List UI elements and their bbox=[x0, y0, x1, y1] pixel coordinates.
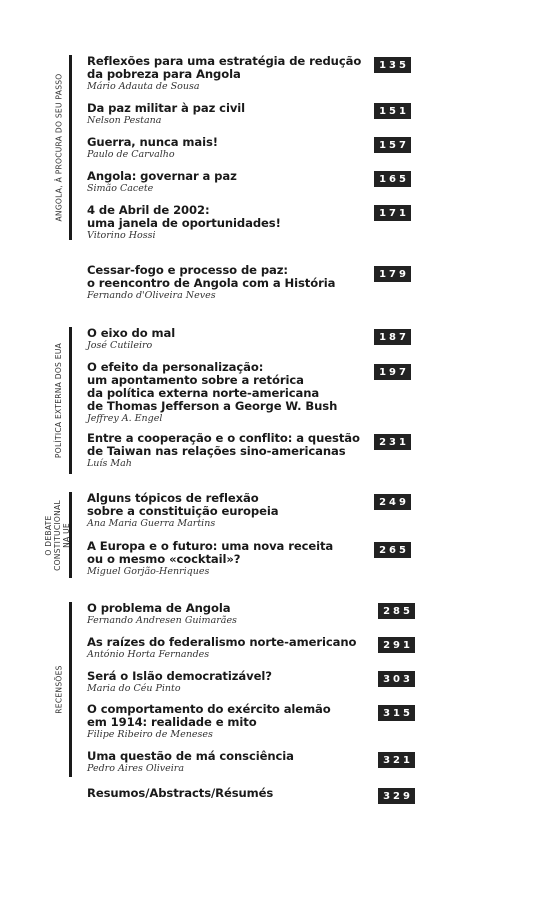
page-number-badge[interactable]: 285 bbox=[378, 603, 415, 619]
page-number-badge[interactable]: 179 bbox=[374, 266, 411, 282]
toc-entry[interactable] bbox=[87, 492, 362, 530]
entry-title: O comportamento do exército alemão em 1914: realidade e mito bbox=[87, 702, 331, 729]
section-bar-recensoes bbox=[69, 602, 72, 777]
section-label-eua: POLÍTICA EXTERNA DOS EUA bbox=[54, 342, 64, 459]
entry-title: Entre a cooperação e o conflito: a questão de Taiwan nas relações sino-americanas bbox=[87, 431, 360, 458]
entry-title: Resumos/Abstracts/Résumés bbox=[87, 786, 274, 800]
entry-author: Ana Maria Guerra Martins bbox=[87, 518, 216, 529]
toc-entry[interactable] bbox=[87, 361, 362, 425]
section-bar-eua bbox=[69, 327, 72, 474]
page-number-badge[interactable]: 265 bbox=[374, 542, 411, 558]
page-number-badge[interactable]: 303 bbox=[378, 671, 415, 687]
entry-author: Nelson Pestana bbox=[87, 115, 162, 126]
toc-entry[interactable] bbox=[87, 602, 362, 627]
toc-entry[interactable] bbox=[87, 204, 362, 242]
toc-entry[interactable] bbox=[87, 55, 362, 93]
entry-title: As raízes do federalismo norte-americano bbox=[87, 635, 357, 649]
toc-entry[interactable] bbox=[87, 102, 362, 127]
entry-author: Mário Adauta de Sousa bbox=[87, 81, 200, 92]
page-number-badge[interactable]: 321 bbox=[378, 752, 415, 768]
toc-entry[interactable] bbox=[87, 636, 362, 661]
toc-entry[interactable] bbox=[87, 540, 362, 578]
entry-title: 4 de Abril de 2002: uma janela de oportunidades! bbox=[87, 203, 281, 230]
entry-author: José Cutileiro bbox=[87, 340, 153, 351]
toc-entry[interactable] bbox=[87, 703, 362, 741]
toc-entry[interactable] bbox=[87, 432, 362, 470]
section-label-ue: O DEBATE CONSTITUCIONAL NA UE bbox=[43, 499, 71, 571]
entry-title: O efeito da personalização: um apontamento sobre a retórica da política externa norte-americana de Thomas Jefferson a George W. Bush bbox=[87, 360, 338, 413]
entry-title: O problema de Angola bbox=[87, 601, 231, 615]
page-number-badge[interactable]: 329 bbox=[378, 788, 415, 804]
page-number-badge[interactable]: 157 bbox=[374, 137, 411, 153]
entry-title: Da paz militar à paz civil bbox=[87, 101, 246, 115]
page-number-badge[interactable]: 165 bbox=[374, 171, 411, 187]
entry-author: Pedro Aires Oliveira bbox=[87, 763, 185, 774]
entry-title: Será o Islão democratizável? bbox=[87, 669, 272, 683]
page-number-badge[interactable]: 315 bbox=[378, 705, 415, 721]
entry-title: Angola: governar a paz bbox=[87, 169, 237, 183]
entry-author: Fernando Andresen Guimarães bbox=[87, 615, 237, 626]
entry-title: Guerra, nunca mais! bbox=[87, 135, 218, 149]
entry-title: Uma questão de má consciência bbox=[87, 749, 294, 763]
entry-author: Simão Cacete bbox=[87, 183, 154, 194]
entry-author: Maria do Céu Pinto bbox=[87, 683, 181, 694]
page-number-badge[interactable]: 151 bbox=[374, 103, 411, 119]
page-number-badge[interactable]: 187 bbox=[374, 329, 411, 345]
entry-title: Cessar-fogo e processo de paz: o reencontro de Angola com a História bbox=[87, 263, 336, 290]
toc-entry[interactable] bbox=[87, 750, 362, 775]
toc-entry[interactable] bbox=[87, 136, 362, 161]
page-number-badge[interactable]: 231 bbox=[374, 434, 411, 450]
section-bar-angola bbox=[69, 55, 72, 240]
toc-entry[interactable] bbox=[87, 787, 362, 800]
page-number-badge[interactable]: 197 bbox=[374, 364, 411, 380]
entry-author: Paulo de Carvalho bbox=[87, 149, 175, 160]
entry-author: António Horta Fernandes bbox=[87, 649, 210, 660]
entry-author: Filipe Ribeiro de Meneses bbox=[87, 729, 213, 740]
page-number-badge[interactable]: 291 bbox=[378, 637, 415, 653]
section-label-angola: ANGOLA, À PROCURA DO SEU PASSO bbox=[54, 73, 64, 222]
toc-entry[interactable] bbox=[87, 264, 362, 302]
section-label-recensoes: RECENSÕES bbox=[54, 665, 64, 714]
entry-author: Luís Mah bbox=[87, 458, 132, 469]
entry-title: O eixo do mal bbox=[87, 326, 176, 340]
entry-author: Vitorino Hossi bbox=[87, 230, 156, 241]
entry-title: Alguns tópicos de reflexão sobre a constituição europeia bbox=[87, 491, 279, 518]
page-number-badge[interactable]: 249 bbox=[374, 494, 411, 510]
entry-author: Miguel Gorjão-Henriques bbox=[87, 566, 210, 577]
entry-title: A Europa e o futuro: uma nova receita ou o mesmo «cocktail»? bbox=[87, 539, 334, 566]
entry-author: Jeffrey A. Engel bbox=[87, 413, 163, 424]
page-number-badge[interactable]: 135 bbox=[374, 57, 411, 73]
toc-entry[interactable] bbox=[87, 170, 362, 195]
page-number-badge[interactable]: 171 bbox=[374, 205, 411, 221]
entry-author: Fernando d'Oliveira Neves bbox=[87, 290, 216, 301]
toc-entry[interactable] bbox=[87, 327, 362, 352]
entry-title: Reflexões para uma estratégia de redução da pobreza para Angola bbox=[87, 54, 362, 81]
toc-entry[interactable] bbox=[87, 670, 362, 695]
